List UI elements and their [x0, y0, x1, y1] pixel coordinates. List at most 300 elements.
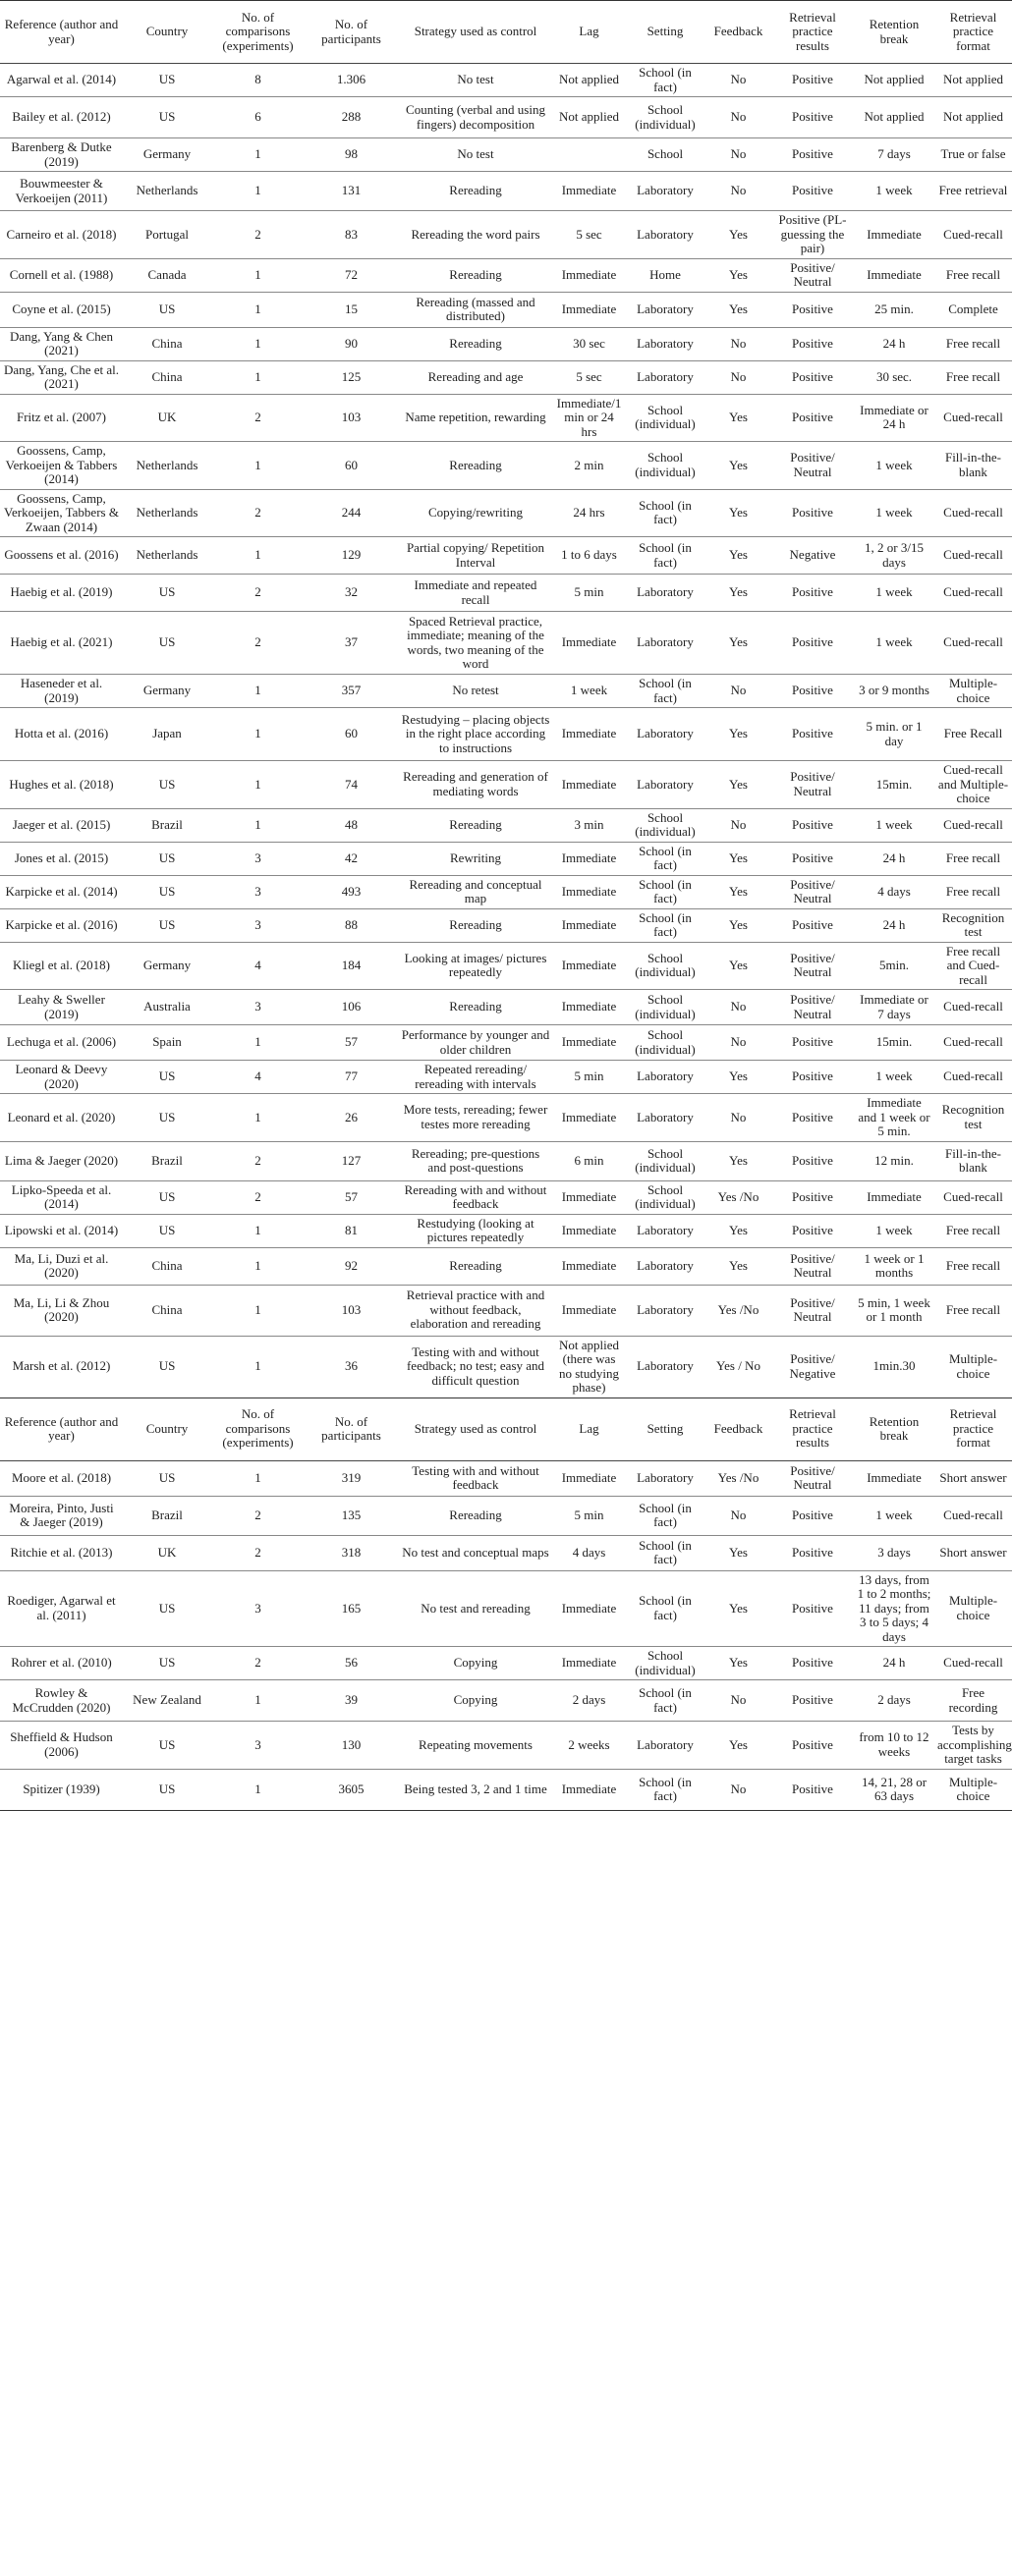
cell-participants: 39	[305, 1680, 398, 1722]
cell-reference: Dang, Yang, Che et al. (2021)	[0, 360, 123, 394]
cell-feedback: Yes /No	[705, 1180, 771, 1214]
cell-setting: School (in fact)	[625, 1496, 705, 1535]
table-row	[0, 138, 1012, 172]
cell-lag: Immediate	[553, 1214, 625, 1247]
cell-retention-break: 24 h	[854, 908, 934, 942]
cell-retention-break: 5min.	[854, 942, 934, 990]
cell-results: Positive/ Neutral	[771, 990, 854, 1025]
cell-comparisons: 2	[211, 575, 305, 612]
cell-retention-break: 1 week	[854, 442, 934, 490]
cell-setting: Laboratory	[625, 761, 705, 809]
cell-reference: Coyne et al. (2015)	[0, 292, 123, 327]
cell-lag: Immediate	[553, 172, 625, 211]
cell-format: Free recall	[934, 1285, 1012, 1336]
table-row	[0, 1180, 1012, 1214]
cell-retention-break: from 10 to 12 weeks	[854, 1722, 934, 1770]
cell-comparisons: 1	[211, 1285, 305, 1336]
cell-lag: Immediate	[553, 258, 625, 292]
header-feedback: Feedback	[705, 1, 771, 64]
cell-lag: Not applied (there was no studying phase)	[553, 1336, 625, 1398]
cell-participants: 184	[305, 942, 398, 990]
header-repeat-feedback: Feedback	[705, 1398, 771, 1460]
cell-country: Netherlands	[123, 489, 211, 537]
cell-lag	[553, 138, 625, 172]
cell-results: Negative	[771, 537, 854, 575]
cell-feedback: Yes	[705, 537, 771, 575]
table-row	[0, 1141, 1012, 1180]
cell-results: Positive	[771, 1496, 854, 1535]
cell-results: Positive	[771, 1769, 854, 1810]
cell-reference: Ritchie et al. (2013)	[0, 1535, 123, 1570]
cell-lag: 1 to 6 days	[553, 537, 625, 575]
cell-retention-break: 15min.	[854, 761, 934, 809]
cell-comparisons: 2	[211, 1141, 305, 1180]
header-repeat-lag: Lag	[553, 1398, 625, 1460]
cell-comparisons: 3	[211, 842, 305, 875]
cell-retention-break: Not applied	[854, 97, 934, 138]
cell-feedback: Yes	[705, 489, 771, 537]
cell-reference: Barenberg & Dutke (2019)	[0, 138, 123, 172]
header-repeat-participants: No. of participants	[305, 1398, 398, 1460]
cell-comparisons: 3	[211, 908, 305, 942]
table-row	[0, 1570, 1012, 1647]
cell-reference: Moore et al. (2018)	[0, 1460, 123, 1496]
table-row	[0, 875, 1012, 908]
cell-participants: 493	[305, 875, 398, 908]
cell-retention-break: Immediate	[854, 258, 934, 292]
cell-country: US	[123, 908, 211, 942]
cell-format: Free Recall	[934, 708, 1012, 761]
header-control-strategy: Strategy used as control	[398, 1, 553, 64]
cell-country: Germany	[123, 675, 211, 708]
table-row	[0, 292, 1012, 327]
cell-results: Positive	[771, 1214, 854, 1247]
table-row	[0, 1247, 1012, 1285]
cell-country: US	[123, 1214, 211, 1247]
cell-country: Spain	[123, 1025, 211, 1061]
cell-setting: Laboratory	[625, 327, 705, 360]
table-row	[0, 1496, 1012, 1535]
cell-retention-break: 1 week	[854, 575, 934, 612]
cell-results: Positive	[771, 708, 854, 761]
cell-control-strategy: Immediate and repeated recall	[398, 575, 553, 612]
cell-setting: Laboratory	[625, 1285, 705, 1336]
table-row	[0, 1460, 1012, 1496]
cell-control-strategy: Rereading and generation of mediating words	[398, 761, 553, 809]
cell-feedback: Yes	[705, 575, 771, 612]
cell-results: Positive	[771, 360, 854, 394]
cell-retention-break: 15min.	[854, 1025, 934, 1061]
header-setting: Setting	[625, 1, 705, 64]
cell-lag: Not applied	[553, 97, 625, 138]
table-row	[0, 708, 1012, 761]
cell-lag: Immediate	[553, 1769, 625, 1810]
cell-feedback: No	[705, 1769, 771, 1810]
cell-country: China	[123, 1247, 211, 1285]
cell-results: Positive	[771, 64, 854, 97]
cell-setting: Laboratory	[625, 575, 705, 612]
cell-lag: 5 min	[553, 575, 625, 612]
cell-setting: School (in fact)	[625, 675, 705, 708]
cell-results: Positive/ Neutral	[771, 258, 854, 292]
cell-retention-break: 1, 2 or 3/15 days	[854, 537, 934, 575]
cell-comparisons: 1	[211, 1214, 305, 1247]
cell-comparisons: 2	[211, 612, 305, 675]
cell-feedback: No	[705, 675, 771, 708]
cell-control-strategy: Name repetition, rewarding	[398, 394, 553, 442]
cell-country: UK	[123, 394, 211, 442]
cell-results: Positive	[771, 1141, 854, 1180]
cell-control-strategy: Rereading; pre-questions and post-questions	[398, 1141, 553, 1180]
cell-setting: Laboratory	[625, 1061, 705, 1094]
cell-lag: Immediate	[553, 612, 625, 675]
table-row	[0, 1722, 1012, 1770]
cell-control-strategy: Performance by younger and older children	[398, 1025, 553, 1061]
cell-results: Positive	[771, 808, 854, 842]
header-row-repeat	[0, 1398, 1012, 1460]
table-row	[0, 761, 1012, 809]
cell-format: Fill-in-the-blank	[934, 1141, 1012, 1180]
cell-format: Complete	[934, 292, 1012, 327]
cell-feedback: No	[705, 808, 771, 842]
cell-country: US	[123, 1722, 211, 1770]
cell-setting: School (in fact)	[625, 1680, 705, 1722]
header-repeat-retention-break: Retention break	[854, 1398, 934, 1460]
cell-lag: 6 min	[553, 1141, 625, 1180]
cell-country: US	[123, 97, 211, 138]
cell-country: Japan	[123, 708, 211, 761]
header-retention-break: Retention break	[854, 1, 934, 64]
cell-feedback: Yes	[705, 1647, 771, 1680]
cell-comparisons: 1	[211, 1025, 305, 1061]
cell-retention-break: 1 week	[854, 1496, 934, 1535]
table-row	[0, 1336, 1012, 1398]
cell-format: Free recall	[934, 327, 1012, 360]
cell-participants: 57	[305, 1180, 398, 1214]
cell-setting: School (in fact)	[625, 537, 705, 575]
cell-feedback: No	[705, 1025, 771, 1061]
cell-feedback: Yes	[705, 1535, 771, 1570]
cell-lag: Immediate	[553, 1570, 625, 1647]
cell-country: Brazil	[123, 1141, 211, 1180]
cell-format: Cued-recall	[934, 1647, 1012, 1680]
cell-comparisons: 2	[211, 1535, 305, 1570]
cell-results: Positive/ Neutral	[771, 875, 854, 908]
cell-setting: Laboratory	[625, 1214, 705, 1247]
cell-control-strategy: Copying	[398, 1647, 553, 1680]
cell-participants: 90	[305, 327, 398, 360]
cell-retention-break: 2 days	[854, 1680, 934, 1722]
cell-setting: School (in fact)	[625, 64, 705, 97]
cell-feedback: No	[705, 990, 771, 1025]
table-row	[0, 1769, 1012, 1810]
cell-participants: 88	[305, 908, 398, 942]
table-row	[0, 1094, 1012, 1142]
cell-results: Positive/ Neutral	[771, 1460, 854, 1496]
cell-lag: Immediate	[553, 1180, 625, 1214]
cell-lag: Immediate	[553, 292, 625, 327]
table-row	[0, 394, 1012, 442]
cell-comparisons: 1	[211, 1769, 305, 1810]
cell-lag: Not applied	[553, 64, 625, 97]
cell-reference: Lechuga et al. (2006)	[0, 1025, 123, 1061]
cell-control-strategy: Rereading	[398, 172, 553, 211]
cell-participants: 83	[305, 211, 398, 259]
cell-format: Free recall	[934, 258, 1012, 292]
cell-lag: 24 hrs	[553, 489, 625, 537]
cell-retention-break: 14, 21, 28 or 63 days	[854, 1769, 934, 1810]
cell-reference: Leonard et al. (2020)	[0, 1094, 123, 1142]
cell-country: US	[123, 1769, 211, 1810]
table-row	[0, 489, 1012, 537]
cell-setting: Laboratory	[625, 1336, 705, 1398]
cell-format: Free recall	[934, 842, 1012, 875]
cell-comparisons: 1	[211, 292, 305, 327]
cell-results: Positive	[771, 1647, 854, 1680]
cell-comparisons: 1	[211, 258, 305, 292]
cell-format: Short answer	[934, 1460, 1012, 1496]
cell-feedback: Yes	[705, 1141, 771, 1180]
cell-country: US	[123, 1570, 211, 1647]
cell-retention-break: 1 week	[854, 489, 934, 537]
cell-feedback: No	[705, 360, 771, 394]
cell-lag: 5 min	[553, 1496, 625, 1535]
cell-country: US	[123, 292, 211, 327]
cell-setting: School	[625, 138, 705, 172]
cell-comparisons: 8	[211, 64, 305, 97]
cell-results: Positive	[771, 612, 854, 675]
cell-retention-break: 1 week	[854, 172, 934, 211]
table-row	[0, 1680, 1012, 1722]
cell-reference: Marsh et al. (2012)	[0, 1336, 123, 1398]
cell-comparisons: 3	[211, 875, 305, 908]
cell-participants: 318	[305, 1535, 398, 1570]
cell-format: Fill-in-the-blank	[934, 442, 1012, 490]
cell-feedback: No	[705, 64, 771, 97]
table-row	[0, 1025, 1012, 1061]
cell-format: True or false	[934, 138, 1012, 172]
table-body-part2	[0, 1460, 1012, 1810]
cell-comparisons: 4	[211, 942, 305, 990]
cell-participants: 129	[305, 537, 398, 575]
cell-comparisons: 1	[211, 1247, 305, 1285]
cell-results: Positive/ Neutral	[771, 1247, 854, 1285]
cell-format: Cued-recall	[934, 1496, 1012, 1535]
cell-participants: 26	[305, 1094, 398, 1142]
cell-control-strategy: Rereading (massed and distributed)	[398, 292, 553, 327]
cell-participants: 103	[305, 394, 398, 442]
cell-comparisons: 1	[211, 442, 305, 490]
cell-comparisons: 1	[211, 138, 305, 172]
cell-reference: Haebig et al. (2021)	[0, 612, 123, 675]
cell-comparisons: 1	[211, 1680, 305, 1722]
cell-format: Cued-recall	[934, 394, 1012, 442]
header-country: Country	[123, 1, 211, 64]
cell-reference: Agarwal et al. (2014)	[0, 64, 123, 97]
cell-feedback: Yes	[705, 708, 771, 761]
cell-comparisons: 2	[211, 394, 305, 442]
table-row	[0, 942, 1012, 990]
cell-lag: Immediate	[553, 1460, 625, 1496]
cell-retention-break: 25 min.	[854, 292, 934, 327]
cell-reference: Kliegl et al. (2018)	[0, 942, 123, 990]
cell-comparisons: 1	[211, 808, 305, 842]
cell-comparisons: 1	[211, 675, 305, 708]
cell-reference: Carneiro et al. (2018)	[0, 211, 123, 259]
cell-participants: 92	[305, 1247, 398, 1285]
cell-feedback: Yes	[705, 1247, 771, 1285]
cell-feedback: Yes /No	[705, 1460, 771, 1496]
cell-country: Brazil	[123, 1496, 211, 1535]
cell-control-strategy: Counting (verbal and using fingers) decomposition	[398, 97, 553, 138]
cell-reference: Leahy & Sweller (2019)	[0, 990, 123, 1025]
cell-results: Positive	[771, 1025, 854, 1061]
header-repeat-country: Country	[123, 1398, 211, 1460]
header-lag: Lag	[553, 1, 625, 64]
cell-lag: Immediate	[553, 908, 625, 942]
cell-control-strategy: Rereading	[398, 1496, 553, 1535]
cell-reference: Sheffield & Hudson (2006)	[0, 1722, 123, 1770]
cell-format: Recognition test	[934, 1094, 1012, 1142]
cell-results: Positive	[771, 489, 854, 537]
cell-retention-break: Immediate	[854, 1460, 934, 1496]
cell-feedback: Yes	[705, 842, 771, 875]
cell-control-strategy: Rereading	[398, 1247, 553, 1285]
table-row	[0, 258, 1012, 292]
table-row	[0, 808, 1012, 842]
table-body-part1	[0, 64, 1012, 1398]
cell-participants: 72	[305, 258, 398, 292]
cell-comparisons: 2	[211, 211, 305, 259]
cell-country: US	[123, 64, 211, 97]
cell-setting: School (individual)	[625, 1025, 705, 1061]
table-row	[0, 1061, 1012, 1094]
cell-setting: Laboratory	[625, 292, 705, 327]
cell-results: Positive	[771, 1180, 854, 1214]
cell-format: Cued-recall	[934, 612, 1012, 675]
cell-format: Multiple-choice	[934, 1570, 1012, 1647]
cell-results: Positive	[771, 842, 854, 875]
header-format: Retrieval practice format	[934, 1, 1012, 64]
cell-feedback: No	[705, 138, 771, 172]
cell-setting: School (individual)	[625, 394, 705, 442]
cell-lag: Immediate	[553, 1094, 625, 1142]
cell-control-strategy: Rereading	[398, 442, 553, 490]
cell-setting: School (in fact)	[625, 842, 705, 875]
cell-results: Positive	[771, 172, 854, 211]
cell-results: Positive	[771, 394, 854, 442]
cell-country: Netherlands	[123, 537, 211, 575]
cell-reference: Lima & Jaeger (2020)	[0, 1141, 123, 1180]
cell-feedback: Yes	[705, 1570, 771, 1647]
cell-country: Canada	[123, 258, 211, 292]
cell-participants: 3605	[305, 1769, 398, 1810]
table-row	[0, 1285, 1012, 1336]
cell-retention-break: 1 week	[854, 808, 934, 842]
table-row	[0, 537, 1012, 575]
cell-participants: 165	[305, 1570, 398, 1647]
cell-comparisons: 1	[211, 1094, 305, 1142]
cell-lag: 5 min	[553, 1061, 625, 1094]
cell-control-strategy: Restudying (looking at pictures repeatedly	[398, 1214, 553, 1247]
cell-results: Positive	[771, 1094, 854, 1142]
cell-control-strategy: Partial copying/ Repetition Interval	[398, 537, 553, 575]
cell-setting: School (individual)	[625, 942, 705, 990]
cell-retention-break: 1min.30	[854, 1336, 934, 1398]
cell-reference: Ma, Li, Duzi et al. (2020)	[0, 1247, 123, 1285]
cell-results: Positive (PL- guessing the pair)	[771, 211, 854, 259]
cell-setting: School (in fact)	[625, 1570, 705, 1647]
cell-control-strategy: Rereading and age	[398, 360, 553, 394]
cell-results: Positive	[771, 675, 854, 708]
cell-participants: 48	[305, 808, 398, 842]
cell-results: Positive/ Neutral	[771, 1285, 854, 1336]
cell-results: Positive	[771, 1535, 854, 1570]
cell-participants: 56	[305, 1647, 398, 1680]
cell-retention-break: 5 min, 1 week or 1 month	[854, 1285, 934, 1336]
cell-country: US	[123, 1061, 211, 1094]
cell-participants: 60	[305, 708, 398, 761]
cell-comparisons: 1	[211, 708, 305, 761]
cell-feedback: Yes	[705, 908, 771, 942]
cell-control-strategy: Testing with and without feedback; no test; easy and difficult question	[398, 1336, 553, 1398]
cell-control-strategy: More tests, rereading; fewer testes more rereading	[398, 1094, 553, 1142]
cell-control-strategy: Spaced Retrieval practice, immediate; meaning of the words, two meaning of the word	[398, 612, 553, 675]
cell-reference: Moreira, Pinto, Justi & Jaeger (2019)	[0, 1496, 123, 1535]
table-row	[0, 97, 1012, 138]
cell-lag: 4 days	[553, 1535, 625, 1570]
cell-comparisons: 2	[211, 1496, 305, 1535]
cell-format: Cued-recall	[934, 575, 1012, 612]
cell-format: Short answer	[934, 1535, 1012, 1570]
cell-retention-break: Immediate or 7 days	[854, 990, 934, 1025]
cell-participants: 98	[305, 138, 398, 172]
cell-country: US	[123, 842, 211, 875]
cell-reference: Fritz et al. (2007)	[0, 394, 123, 442]
cell-reference: Karpicke et al. (2014)	[0, 875, 123, 908]
cell-results: Positive/ Neutral	[771, 761, 854, 809]
cell-setting: School (individual)	[625, 442, 705, 490]
cell-feedback: No	[705, 327, 771, 360]
cell-format: Cued-recall	[934, 211, 1012, 259]
cell-comparisons: 1	[211, 1336, 305, 1398]
cell-lag: 2 days	[553, 1680, 625, 1722]
cell-country: US	[123, 1336, 211, 1398]
cell-reference: Bouwmeester & Verkoeijen (2011)	[0, 172, 123, 211]
cell-setting: School (individual)	[625, 990, 705, 1025]
cell-reference: Cornell et al. (1988)	[0, 258, 123, 292]
cell-comparisons: 6	[211, 97, 305, 138]
cell-participants: 131	[305, 172, 398, 211]
cell-lag: Immediate/1 min or 24 hrs	[553, 394, 625, 442]
cell-country: Portugal	[123, 211, 211, 259]
cell-format: Cued-recall	[934, 537, 1012, 575]
cell-setting: Laboratory	[625, 1722, 705, 1770]
cell-results: Positive/ Neutral	[771, 442, 854, 490]
header-repeat-comparisons: No. of comparisons (experiments)	[211, 1398, 305, 1460]
cell-feedback: Yes	[705, 612, 771, 675]
cell-results: Positive	[771, 1061, 854, 1094]
cell-reference: Lipko-Speeda et al. (2014)	[0, 1180, 123, 1214]
cell-participants: 103	[305, 1285, 398, 1336]
cell-retention-break: Immediate or 24 h	[854, 394, 934, 442]
cell-reference: Bailey et al. (2012)	[0, 97, 123, 138]
cell-control-strategy: Rereading and conceptual map	[398, 875, 553, 908]
cell-lag: Immediate	[553, 1025, 625, 1061]
cell-lag: 1 week	[553, 675, 625, 708]
cell-format: Cued-recall	[934, 1061, 1012, 1094]
cell-participants: 36	[305, 1336, 398, 1398]
